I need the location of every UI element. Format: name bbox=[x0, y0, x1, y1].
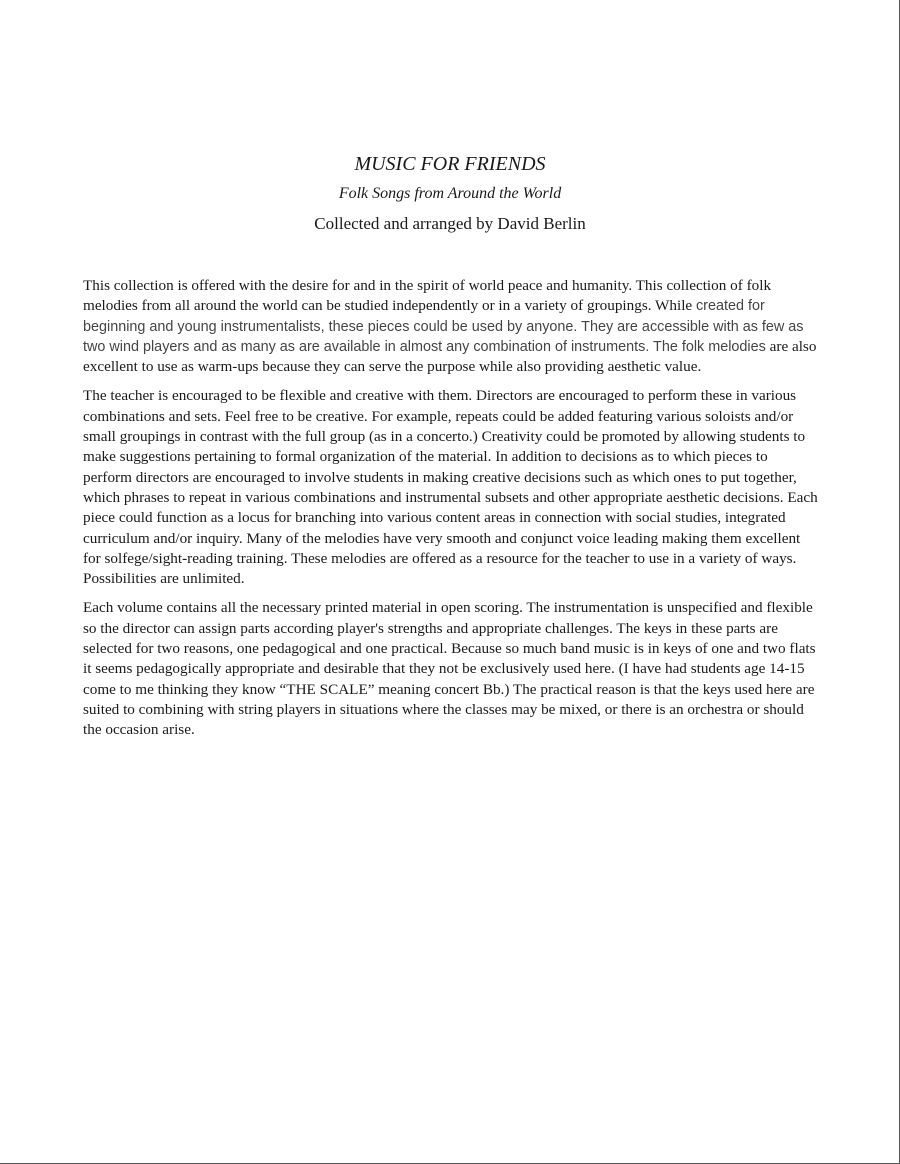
paragraph-volume: Each volume contains all the necessary printed material in open scoring. The instrumentation is unspecified and flexible so the director can assign parts according player's strengths and appropriate challenges. The keys in these parts are selected for two reasons, one pedagogical and one practical. Because so much band music is in keys of one and two flats it seems pedagogically appropriate and desirable that they not be exclusively used here. (I have had students age 14-15 come to me thinking they know “THE SCALE” meaning concert Bb.) The practical reason is that the keys used here are suited to combining with string players in situations where the classes may be mixed, or there is an orchestra or should the occasion arise. bbox=[83, 599, 816, 739]
paragraph-intro-part-1: This collection is offered with the desire for and in the spirit of world peace and humanity. This collection of folk melodies from all around the world can be studied independently or in a variety of groupings. While bbox=[83, 277, 772, 315]
document-credit: Collected and arranged by David Berlin bbox=[314, 214, 586, 233]
paragraph-intro bbox=[83, 276, 818, 377]
paragraph-teacher: The teacher is encouraged to be flexible and creative with them. Directors are encouraged to perform these in various combinations and sets. Feel free to be creative. For example, repeats could be added featuring various soloists and/or small groupings in contrast with the full group (as in a concerto.) Creativity could be promoted by allowing students to make suggestions pertaining to formal organization of the material. In addition to decisions as to which pieces to perform directors are encouraged to involve students in making creative decisions such as which ones to put together, which phrases to repeat in various combinations and instrumental subsets and other appropriate aesthetic decisions. Each piece could function as a locus for branching into various content areas in connection with social studies, integrated curriculum and/or inquiry. Many of the melodies have very smooth and conjunct voice leading making them excellent for solfege/sight-reading training. These melodies are offered as a resource for the teacher to use in a variety of ways. Possibilities are unlimited. bbox=[83, 387, 818, 588]
document-header bbox=[0, 150, 900, 236]
document-body bbox=[83, 276, 818, 750]
paragraph-intro-part-2: created for beginning and young instrumentalists, these pieces could be used by anyone. They are accessible with as few as two wind players and as many as are available in almost any combination of instruments. The folk melodies bbox=[83, 298, 804, 355]
document-subtitle: Folk Songs from Around the World bbox=[338, 185, 562, 202]
paragraph-intro-part-3: are also excellent to use as warm-ups because they can serve the purpose while also providing aesthetic value. bbox=[83, 337, 817, 376]
document-title: MUSIC FOR FRIENDS bbox=[354, 153, 546, 175]
